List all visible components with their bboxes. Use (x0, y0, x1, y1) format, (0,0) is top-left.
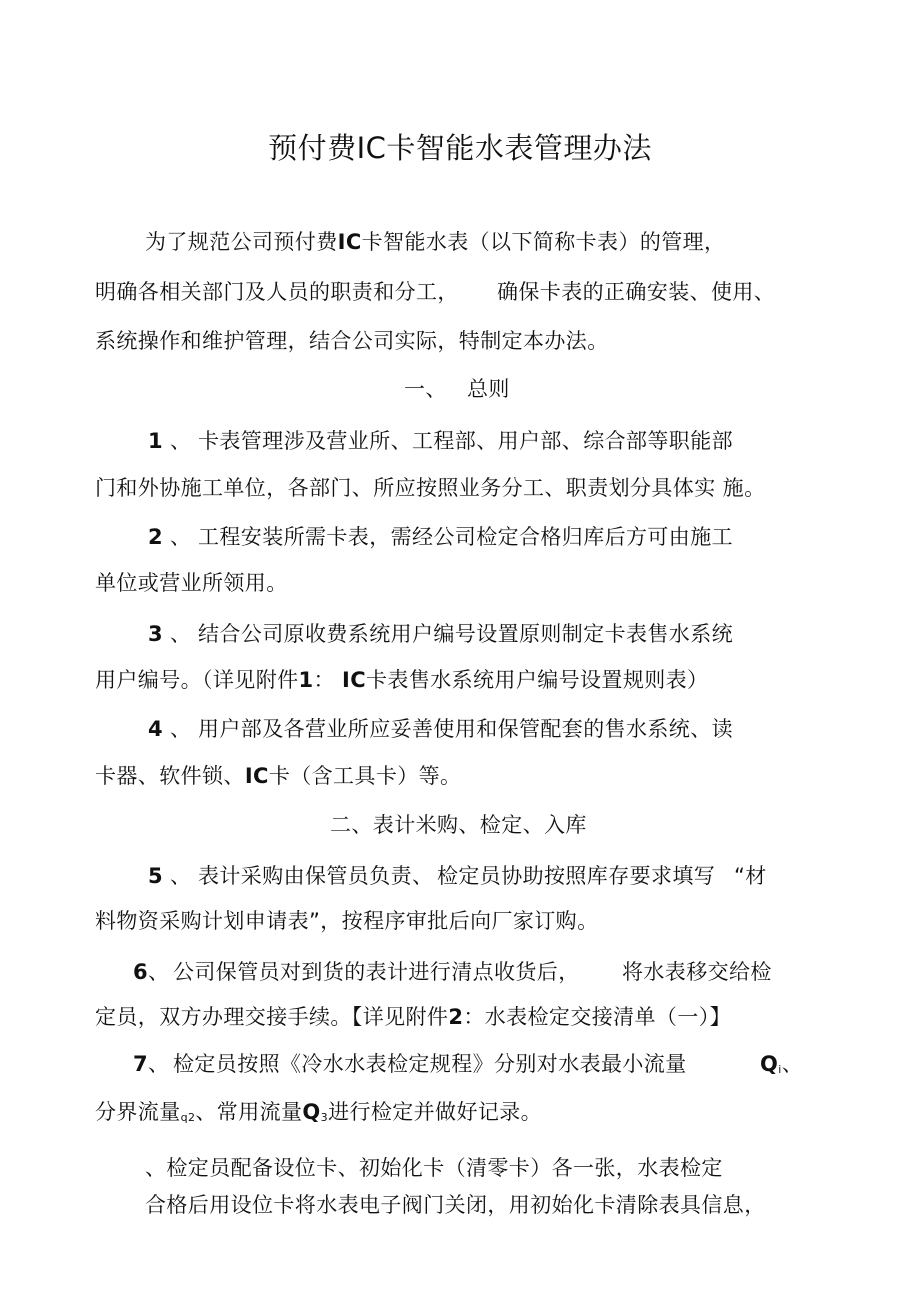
item-1-line-2: 门和外协施工单位，各部门、所应按照业务分工、职责划分具体实 施。 (95, 476, 766, 500)
item-4-number: 4 (148, 717, 164, 741)
section1-number: 一、 (404, 377, 447, 401)
item-1-sep: 、 (170, 429, 192, 453)
item-6-line-1a: 公司保管员对到货的表计进行清点收货后， (173, 960, 580, 984)
item-5-line-1b: 检定员协助按照库存要求填写 (437, 864, 716, 888)
item-5-sep: 、 (170, 864, 192, 888)
item-4-line-2: 卡器、软件锁、IC卡（含工具卡）等。 (95, 764, 462, 788)
item-2-line-2: 单位或营业所领用。 (95, 571, 288, 595)
item-3-number: 3 (148, 622, 164, 646)
item-3-line-2: 用户编号。（详见附件1： IC卡表售水系统用户编号设置规则表） (95, 668, 709, 692)
item-7-line-1a: 检定员按照《冷水水表检定规程》分别对水表最小流量 (173, 1052, 687, 1076)
section1-title: 总则 (467, 377, 510, 401)
item-1-number: 1 (148, 429, 164, 453)
item-4-line-1: 用户部及各营业所应妥善使用和保管配套的售水系统、读 (198, 717, 733, 741)
item-8-line-2: 合格后用设位卡将水表电子阀门关闭，用初始化卡清除表具信息， (145, 1193, 766, 1217)
item-3-line-1: 结合公司原收费系统用户编号设置原则制定卡表售水系统 (198, 622, 733, 646)
item-1-line-1: 卡表管理涉及营业所、工程部、用户部、综合部等职能部 (198, 429, 733, 453)
item-6-line-2: 定员，双方办理交接手续。【详见附件2：水表检定交接清单（一）】 (95, 1005, 732, 1029)
item-5-line-1c: “材 (734, 864, 767, 888)
intro-line-3: 系统操作和维护管理，结合公司实际，特制定本办法。 (95, 329, 609, 353)
item-5-number: 5 (148, 864, 164, 888)
item-7-number: 7 (133, 1052, 149, 1076)
intro-line-2b: 确保卡表的正确安装、使用、 (497, 280, 776, 304)
item-3-sep: 、 (170, 622, 192, 646)
item-7-line-2: 分界流量$_{q2}$、常用流量$Q_3$进行检定并做好记录。 (95, 1100, 543, 1124)
intro-line-1: 为了规范公司预付费IC卡智能水表（以下简称卡表）的管理， (145, 230, 726, 254)
item-5-line-1a: 表计采购由保管员负责、 (198, 864, 434, 888)
item-8-line-1: 、检定员配备设位卡、初始化卡（清零卡）各一张，水表检定 (145, 1156, 723, 1180)
item-2-line-1: 工程安装所需卡表，需经公司检定合格归库后方可由施工 (198, 525, 733, 549)
item-2-sep: 、 (170, 525, 192, 549)
document-title: 预付费IC卡智能水表管理办法 (268, 131, 652, 165)
item-6-number: 6 (133, 960, 149, 984)
item-4-sep: 、 (170, 717, 192, 741)
item-5-line-2: 料物资采购计划申请表”，按程序审批后向厂家订购。 (95, 909, 599, 933)
intro-line-2a: 明确各相关部门及人员的职责和分工， (95, 280, 459, 304)
item-7-sep: 、 (148, 1052, 170, 1076)
section2-title: 二、表计米购、检定、入库 (330, 813, 587, 837)
item-7-line-1-q: $Q_i$、 (760, 1052, 804, 1076)
item-6-sep: 、 (148, 960, 170, 984)
item-2-number: 2 (148, 525, 164, 549)
item-6-line-1b: 将水表移交给检 (622, 960, 772, 984)
